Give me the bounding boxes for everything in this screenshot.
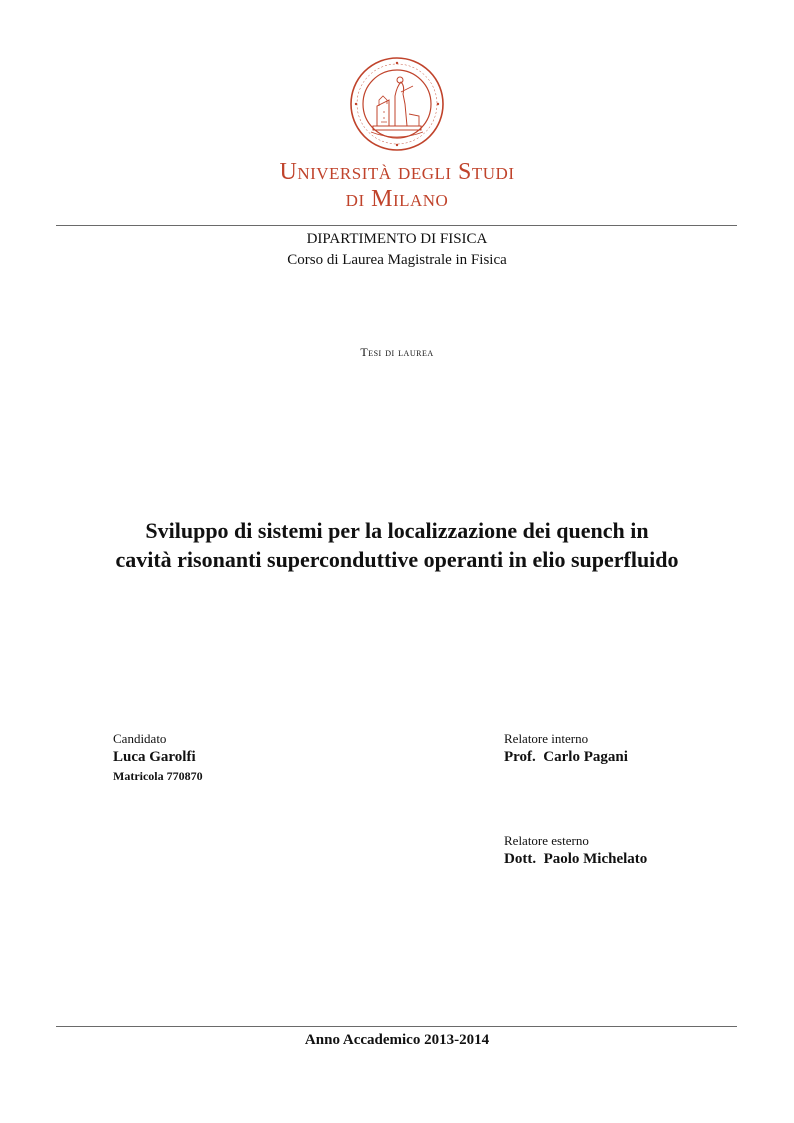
thesis-title-line1: Sviluppo di sistemi per la localizzazione dei quench in <box>145 518 649 543</box>
footer-divider <box>56 1026 737 1027</box>
external-supervisor-block <box>504 832 647 869</box>
thesis-type: Tesi di laurea <box>360 345 434 359</box>
university-name-line2: di Milano <box>345 186 449 212</box>
internal-supervisor-label: Relatore interno <box>504 731 589 746</box>
internal-supervisor-name: Prof. Carlo Pagani <box>504 749 628 765</box>
candidate-label: Candidato <box>113 731 167 746</box>
university-seal-icon <box>349 56 445 152</box>
external-supervisor-name: Dott. Paolo Michelato <box>504 851 648 867</box>
candidate-name: Luca Garolfi <box>113 749 196 765</box>
academic-year: Anno Accademico 2013-2014 <box>304 1032 490 1048</box>
thesis-title <box>0 516 794 574</box>
candidate-block <box>113 730 203 785</box>
course-name: Corso di Laurea Magistrale in Fisica <box>287 252 507 268</box>
header-divider <box>56 225 737 226</box>
thesis-title-line2: cavità risonanti superconduttive operanti in elio superfluido <box>115 547 679 572</box>
university-name-line1: Università degli Studi <box>279 159 515 185</box>
internal-supervisor-block <box>504 730 628 767</box>
candidate-matricola: Matricola 770870 <box>113 769 203 783</box>
department: DIPARTIMENTO DI FISICA <box>306 231 488 247</box>
external-supervisor-label: Relatore esterno <box>504 833 589 848</box>
